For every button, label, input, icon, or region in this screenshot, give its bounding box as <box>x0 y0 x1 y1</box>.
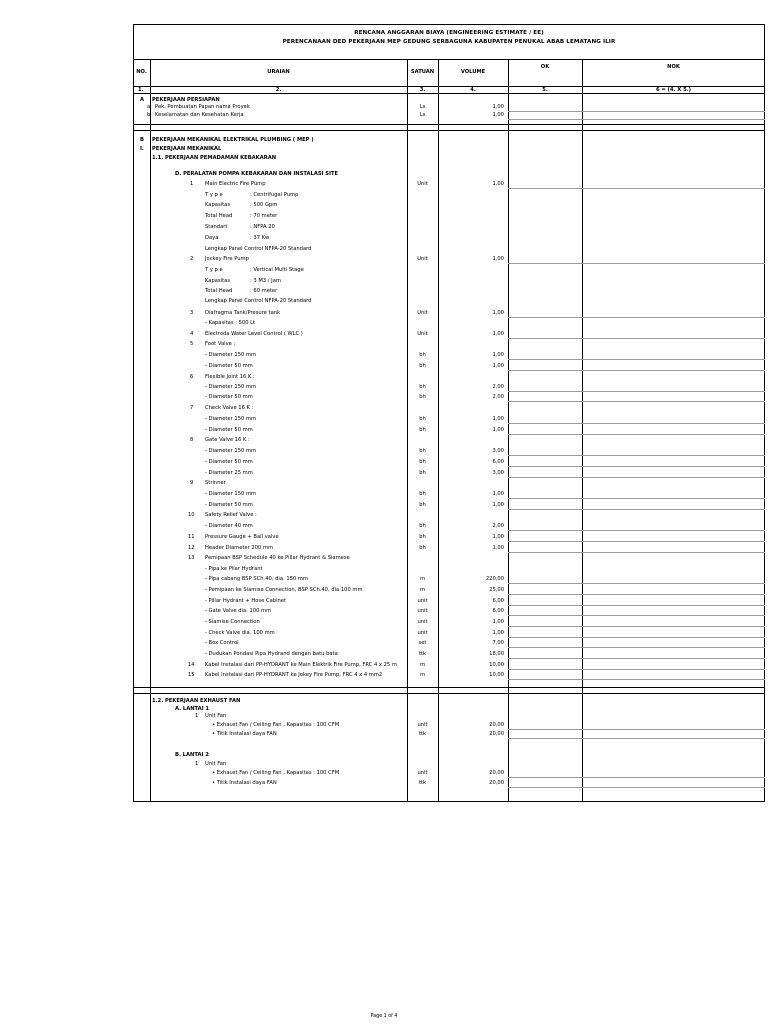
row-spec-value: : 37 Kw <box>250 235 270 241</box>
nok-cell-rule <box>582 401 765 402</box>
row-satuan: bh <box>419 384 426 390</box>
ok-cell-rule <box>508 605 582 606</box>
row-description: Flexible Joint 16 K : <box>205 374 255 380</box>
ok-cell-rule <box>508 466 582 467</box>
section-rule <box>133 687 765 688</box>
ok-cell-rule <box>508 338 582 339</box>
row-item-number: 10 <box>188 512 195 518</box>
nok-cell-rule <box>582 738 765 739</box>
nok-cell-rule <box>582 338 765 339</box>
nok-cell-rule <box>582 777 765 778</box>
row-description: Jockey Fire Pump <box>205 256 249 262</box>
row-description: T y p e <box>205 192 223 198</box>
ok-cell-rule <box>508 777 582 778</box>
ok-cell-rule <box>508 552 582 553</box>
row-description: - Diameter 150 mm <box>205 352 257 358</box>
row-satuan: ttk <box>418 780 427 786</box>
row-volume: 3,00 <box>492 470 504 476</box>
row-volume: 1,00 <box>492 534 504 540</box>
row-satuan: bh <box>419 534 426 540</box>
row-volume: 1,00 <box>492 256 504 262</box>
nok-cell-rule <box>582 605 765 606</box>
row-item-number: 3 <box>190 310 194 316</box>
row-number: I. <box>140 146 144 152</box>
row-volume: 25,00 <box>489 587 504 593</box>
row-heading: B. LANTAI 2 <box>175 752 209 758</box>
row-volume: 1,00 <box>492 112 504 118</box>
nok-cell-rule <box>582 583 765 584</box>
ok-cell-rule <box>508 679 582 680</box>
row-spec-value: : Vertical Multi Stage <box>250 267 304 273</box>
page-footer: Page 1 of 4 <box>370 1014 398 1019</box>
nok-cell-rule <box>582 498 765 499</box>
row-volume: 20,00 <box>489 780 504 786</box>
row-description: - Siamise Connection <box>205 619 260 625</box>
nok-cell-rule <box>582 466 765 467</box>
row-description: - Diameter 50 mm <box>205 427 253 433</box>
row-heading: D. PERALATAN POMPA KEBAKARAN DAN INSTALASI SITE <box>175 171 339 177</box>
row-description: Unit Fan <box>205 713 227 719</box>
row-description: Standart <box>205 224 228 230</box>
nok-cell-rule <box>582 541 765 542</box>
row-heading: PEKERJAAN MEKANIKAL ELEKTRIKAL PLUMBING ( MEP ) <box>152 137 314 143</box>
row-satuan: bh <box>419 448 426 454</box>
row-item-number: 1 <box>195 761 199 767</box>
col-divider-volume <box>508 59 509 802</box>
ok-cell-rule <box>508 738 582 739</box>
row-description: Gate Valve 16 K : <box>205 437 250 443</box>
ok-cell-rule <box>508 401 582 402</box>
row-volume: 10,00 <box>489 672 504 678</box>
row-item-number: 8 <box>190 437 194 443</box>
row-item-number: 5 <box>190 341 194 347</box>
col-index-volume: 4. <box>470 87 476 93</box>
ok-cell-rule <box>508 391 582 392</box>
row-description: Lengkap Panel Control NFPA-20 Standard <box>205 298 312 304</box>
row-description: - Diameter 50 mm <box>205 502 253 508</box>
nok-cell-rule <box>582 615 765 616</box>
ok-cell-rule <box>508 669 582 670</box>
col-header-satuan: SATUAN <box>410 69 435 75</box>
row-satuan: m <box>419 576 426 582</box>
row-volume: 1,00 <box>492 331 504 337</box>
row-volume: 1,00 <box>492 181 504 187</box>
row-description: Pemipaan BSP Schedule 40 ke Pillar Hydrant & Siamese <box>205 555 350 561</box>
row-volume: 1,00 <box>492 363 504 369</box>
col-header-uraian: URAIAN <box>267 69 290 75</box>
row-item-number: 1 <box>190 181 194 187</box>
col-index-uraian: 2. <box>275 87 282 93</box>
row-description: Lengkap Panel Control NFPA-20 Standard <box>205 246 312 252</box>
row-description: - Gate Valve dia. 100 mm <box>205 608 272 614</box>
ok-cell-rule <box>508 509 582 510</box>
ok-cell-rule <box>508 594 582 595</box>
row-item-number: 15 <box>188 672 195 678</box>
row-volume: 1,00 <box>492 416 504 422</box>
col-index-ok: 5. <box>542 87 548 93</box>
row-description: • Exhaust Fan / Ceiling Fan , Kapasitas : 100 CFM <box>212 770 340 776</box>
nok-cell-rule <box>582 434 765 435</box>
row-satuan: ttk <box>418 651 427 657</box>
nok-cell-rule <box>582 729 765 730</box>
ok-cell-rule <box>508 477 582 478</box>
row-item-number: 7 <box>190 405 194 411</box>
row-item-number: 13 <box>188 555 195 561</box>
row-description: - Diameter 50 mm <box>205 459 253 465</box>
row-item-number: 9 <box>190 480 194 486</box>
row-spec-value: : 70 meter <box>250 213 278 219</box>
ok-cell-rule <box>508 787 582 788</box>
ok-cell-rule <box>508 370 582 371</box>
row-description: Unit Fan <box>205 761 227 767</box>
row-item-number: 1 <box>195 713 199 719</box>
row-description: Total Head <box>205 213 233 219</box>
row-description: T y p e <box>205 267 223 273</box>
row-satuan: unit <box>417 598 428 604</box>
row-satuan: bh <box>419 394 426 400</box>
row-volume: 1,00 <box>492 352 504 358</box>
row-description: - Diameter 150 mm <box>205 384 257 390</box>
row-description: - Diameter 150 mm <box>205 448 257 454</box>
row-satuan: bh <box>419 523 426 529</box>
row-item-number: 12 <box>188 545 195 551</box>
row-heading: PEKERJAAN MEKANIKAL <box>152 146 222 152</box>
row-volume: 1,00 <box>492 619 504 625</box>
index-row-rule <box>133 93 765 94</box>
row-volume: 2,00 <box>492 523 504 529</box>
row-volume: 1,00 <box>492 545 504 551</box>
col-divider-ok <box>582 59 583 802</box>
row-item-number: 11 <box>188 534 195 540</box>
row-description: - Pemipaan ke Siamise Connection, BSP SCh.40, dia.100 mm <box>205 587 363 593</box>
row-volume: 1,00 <box>492 491 504 497</box>
row-satuan: bh <box>419 352 426 358</box>
document-title: RENCANA ANGGARAN BIAYA (ENGINEERING ESTIMATE / EE) <box>354 30 544 36</box>
nok-cell-rule <box>582 111 765 112</box>
row-description: Main Electric Fire Pump <box>205 181 266 187</box>
nok-cell-rule <box>582 263 765 264</box>
ok-cell-rule <box>508 263 582 264</box>
row-volume: 3,00 <box>492 448 504 454</box>
row-description: Kapasitas <box>205 278 231 284</box>
col-header-nok: NOK <box>667 64 680 70</box>
row-description: - Kapasitas : 500 Lt <box>205 320 256 326</box>
row-satuan: bh <box>419 502 426 508</box>
row-satuan: bh <box>419 545 426 551</box>
nok-cell-rule <box>582 317 765 318</box>
row-satuan: Unit <box>417 310 428 316</box>
row-volume: 2,00 <box>492 384 504 390</box>
row-satuan: Ls <box>419 104 426 110</box>
ok-cell-rule <box>508 658 582 659</box>
col-index-satuan: 3. <box>419 87 426 93</box>
row-spec-value: : 500 Gpm <box>250 202 278 208</box>
nok-cell-rule <box>582 658 765 659</box>
nok-cell-rule <box>582 477 765 478</box>
row-description: - Pipa ke Pilar Hydrant <box>205 566 263 572</box>
section-rule <box>133 124 765 125</box>
row-volume: 6,00 <box>492 608 504 614</box>
row-description: Strinner <box>205 480 226 486</box>
row-satuan: Unit <box>417 256 428 262</box>
nok-cell-rule <box>582 787 765 788</box>
row-description: - Dudukan Pondasi Pipa Hydrand dengan batu bata <box>205 651 338 657</box>
row-description: Kapasitas <box>205 202 231 208</box>
row-volume: 1,00 <box>492 630 504 636</box>
row-volume: 20,00 <box>489 770 504 776</box>
row-description: - Diameter 50 mm <box>205 394 253 400</box>
row-volume: 6,00 <box>492 459 504 465</box>
col-header-volume: VOLUME <box>460 69 486 75</box>
row-description: - Box Control <box>205 640 239 646</box>
row-item-number: a <box>147 104 151 110</box>
col-header-ok: OK <box>540 64 550 70</box>
row-satuan: unit <box>417 722 428 728</box>
row-satuan: Unit <box>417 331 428 337</box>
row-satuan: m <box>419 587 426 593</box>
row-satuan: unit <box>417 608 428 614</box>
col-divider-no <box>150 59 151 802</box>
row-volume: 220,00 <box>485 576 504 582</box>
ok-cell-rule <box>508 317 582 318</box>
row-description: Header Diameter 200 mm <box>205 545 274 551</box>
ok-cell-rule <box>508 434 582 435</box>
row-satuan: unit <box>417 630 428 636</box>
ok-cell-rule <box>508 637 582 638</box>
row-volume: 1,00 <box>492 104 504 110</box>
row-description: Daya <box>205 235 219 241</box>
nok-cell-rule <box>582 637 765 638</box>
row-satuan: unit <box>417 770 428 776</box>
nok-cell-rule <box>582 647 765 648</box>
nok-cell-rule <box>582 552 765 553</box>
row-satuan: Unit <box>417 181 428 187</box>
row-spec-value: : 3 M3 / Jam <box>250 278 281 284</box>
section-rule <box>133 130 765 131</box>
ok-cell-rule <box>508 626 582 627</box>
row-description: • Titik Instalasi daya FAN <box>212 731 277 737</box>
ok-cell-rule <box>508 188 582 189</box>
row-volume: 20,00 <box>489 722 504 728</box>
document-subtitle: PERENCANAAN DED PEKERJAAN MEP GEDUNG SERBAGUNA KABUPATEN PENUKAL ABAB LEMATANG ILIR <box>282 39 616 45</box>
section-rule <box>133 693 765 694</box>
row-heading: 1.2. PEKERJAAN EXHAUST FAN <box>152 698 241 704</box>
row-item-number: 4 <box>190 331 194 337</box>
row-satuan: bh <box>419 470 426 476</box>
row-description: Safety Relief Valve : <box>205 512 257 518</box>
row-description: - Pipa cabang BSP SCh.40, dia. 150 mm <box>205 576 308 582</box>
ok-cell-rule <box>508 615 582 616</box>
row-volume: 1,00 <box>492 427 504 433</box>
row-volume: 6,00 <box>492 598 504 604</box>
row-description: • Titik Instalasi daya FAN <box>212 780 277 786</box>
row-volume: 18,00 <box>489 651 504 657</box>
nok-cell-rule <box>582 679 765 680</box>
row-number: B <box>140 137 144 143</box>
ok-cell-rule <box>508 647 582 648</box>
row-satuan: Ls <box>419 112 426 118</box>
col-header-no: NO. <box>136 69 147 75</box>
row-description: - Pillar Hydrant + Hose Cabinet <box>205 598 287 604</box>
row-number: A <box>140 97 145 103</box>
nok-cell-rule <box>582 391 765 392</box>
row-satuan: unit <box>417 619 428 625</box>
ok-cell-rule <box>508 455 582 456</box>
row-satuan: set <box>418 640 427 646</box>
header-top-rule <box>133 59 765 60</box>
nok-cell-rule <box>582 370 765 371</box>
row-satuan: bh <box>419 459 426 465</box>
row-volume: 1,00 <box>492 310 504 316</box>
row-satuan: bh <box>419 491 426 497</box>
row-description: - Check Valve dia. 100 mm <box>205 630 275 636</box>
row-satuan: bh <box>419 416 426 422</box>
row-description: Pressure Gauge + Ball valve <box>205 534 279 540</box>
row-satuan: bh <box>419 427 426 433</box>
nok-cell-rule <box>582 594 765 595</box>
row-spec-value: : 60 meter <box>250 288 278 294</box>
ok-cell-rule <box>508 541 582 542</box>
row-description: - Diameter 40 mm <box>205 523 253 529</box>
nok-cell-rule <box>582 119 765 120</box>
row-item-number: 14 <box>188 662 195 668</box>
row-description: Kabel Instalasi dari PP-HYDRANT ke Jokey Fire Pump, FRC 4 x 4 mm2 <box>205 672 383 678</box>
nok-cell-rule <box>582 359 765 360</box>
nok-cell-rule <box>582 669 765 670</box>
nok-cell-rule <box>582 509 765 510</box>
nok-cell-rule <box>582 530 765 531</box>
row-volume: 10,00 <box>489 662 504 668</box>
row-description: Electroda Water Level Control ( WLC ) <box>205 331 303 337</box>
row-description: - Diameter 150 mm <box>205 491 257 497</box>
row-satuan: ttk <box>418 731 427 737</box>
row-description: Total Head <box>205 288 233 294</box>
row-item-number: 2 <box>190 256 194 262</box>
row-item-number: b <box>147 112 151 118</box>
row-description: - Diameter 25 mm <box>205 470 253 476</box>
ok-cell-rule <box>508 729 582 730</box>
row-volume: 2,00 <box>492 394 504 400</box>
ok-cell-rule <box>508 119 582 120</box>
ok-cell-rule <box>508 530 582 531</box>
row-heading: A. LANTAI 1 <box>175 706 210 712</box>
row-description: • Exhaust Fan / Ceiling Fan , Kapasitas : 100 CFM <box>212 722 340 728</box>
row-volume: 7,00 <box>492 640 504 646</box>
row-satuan: m <box>419 672 426 678</box>
row-description: Pek. Pembuatan Papan nama Proyek <box>155 104 250 110</box>
row-heading: PEKERJAAN PERSIAPAN <box>152 97 220 103</box>
row-spec-value: : NFPA 20 <box>250 224 275 230</box>
row-item-number: 6 <box>190 374 194 380</box>
ok-cell-rule <box>508 423 582 424</box>
ok-cell-rule <box>508 111 582 112</box>
row-volume: 1,00 <box>492 502 504 508</box>
col-index-nok: 6 = (4. X 5.) <box>655 87 692 93</box>
ok-cell-rule <box>508 583 582 584</box>
row-description: Diafragma Tank/Presure tank <box>205 310 281 316</box>
nok-cell-rule <box>582 455 765 456</box>
row-satuan: m <box>419 662 426 668</box>
row-description: Check Valve 16 K : <box>205 405 254 411</box>
nok-cell-rule <box>582 188 765 189</box>
row-description: - Diameter 50 mm <box>205 363 253 369</box>
row-description: Keselamatan dan Kesehatan Kerja <box>155 112 244 118</box>
nok-cell-rule <box>582 423 765 424</box>
nok-cell-rule <box>582 626 765 627</box>
row-description: Foot Valve : <box>205 341 236 347</box>
ok-cell-rule <box>508 359 582 360</box>
row-spec-value: : Centrifugal Pump <box>250 192 299 198</box>
row-volume: 20,00 <box>489 731 504 737</box>
row-description: Kabel Instalasi dari PP-HYDRANT ke Main Elektrik Fire Pump, FRC 4 x 25 m <box>205 662 397 668</box>
row-satuan: bh <box>419 363 426 369</box>
row-heading: 1.1. PEKERJAAN PEMADAMAN KEBAKARAN <box>152 155 277 161</box>
ok-cell-rule <box>508 498 582 499</box>
col-index-no: 1. <box>138 87 144 93</box>
row-description: - Diameter 150 mm <box>205 416 257 422</box>
